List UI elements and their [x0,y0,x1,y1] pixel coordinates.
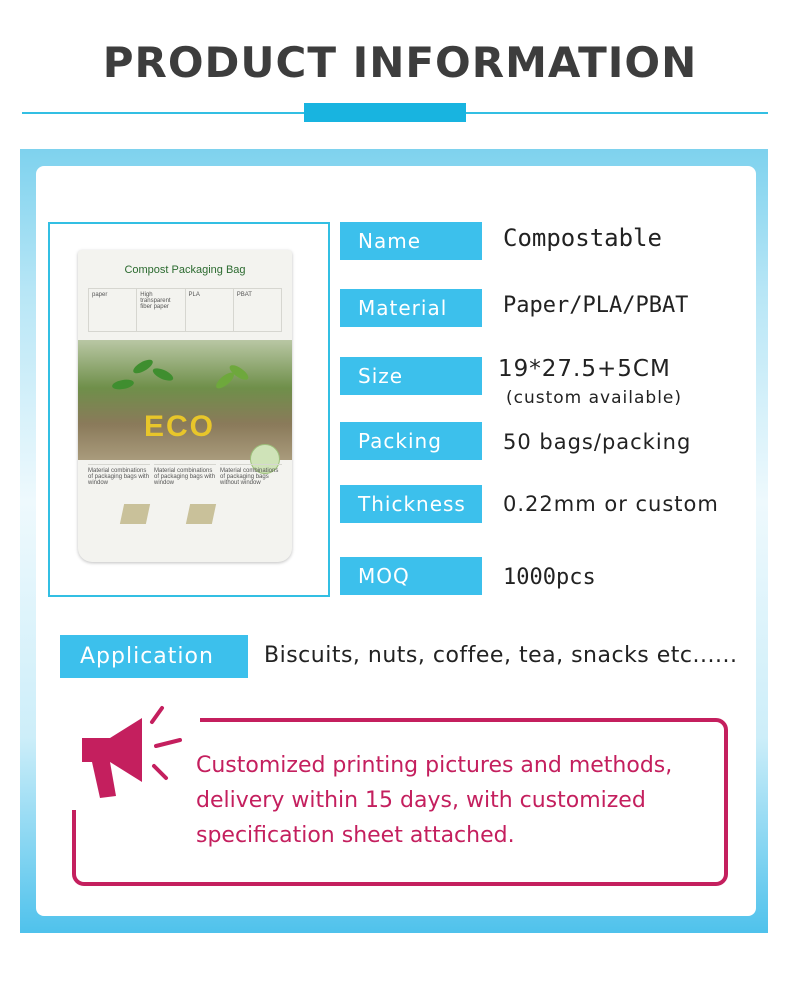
bag-material-table [88,288,282,332]
bag-cell: PLA [186,289,234,331]
spec-value-thickness: 0.22mm or custom [503,492,719,516]
application-value: Biscuits, nuts, coffee, tea, snacks etc...... [264,643,738,668]
spec-label-moq: MOQ [340,557,482,595]
notice-text [196,748,726,853]
bag-window-icon [120,504,150,524]
spec-label-material: Material [340,289,482,327]
spec-note-size: (custom available) [506,388,683,408]
bag-combination-column: Material combinations of packaging bags with window [154,464,216,526]
spec-value-name: Compostable [503,224,662,252]
title-accent-bar [304,103,466,122]
bag-window-icon [186,504,216,524]
notice-line: delivery within 15 days, with customized [196,788,646,813]
megaphone-icon [70,700,200,810]
spec-value-size: 19*27.5+5CM [498,356,671,382]
leaf-icon [111,378,134,391]
bag-combination-column: Material combinations of packaging bags with window [88,464,150,526]
bag-cell: High transparent fiber paper [137,289,185,331]
notice-line: Customized printing pictures and methods, [196,753,673,778]
eco-logo: ECO [144,410,216,443]
spec-label-name: Name [340,222,482,260]
spec-label-size: Size [340,357,482,395]
bag-combination-table [88,464,282,526]
spec-label-thickness: Thickness [340,485,482,523]
notice-line: specification sheet attached. [196,823,515,848]
bag-cell: PBAT [236,292,252,298]
spec-value-moq: 1000pcs [503,565,596,590]
spec-label-packing: Packing [340,422,482,460]
spec-value-packing: 50 bags/packing [503,430,692,454]
leaf-icon [151,366,175,383]
bag-cell: paper [89,289,137,331]
page-title: PRODUCT INFORMATION [102,38,698,87]
bag-combination-column: Material combinations of packaging bags without window [220,464,282,526]
spec-value-material: Paper/PLA/PBAT [503,293,689,318]
bag-title: Compost Packaging Bag [124,264,246,276]
product-image [78,250,292,562]
application-label: Application [60,635,248,678]
leaf-icon [131,357,155,376]
